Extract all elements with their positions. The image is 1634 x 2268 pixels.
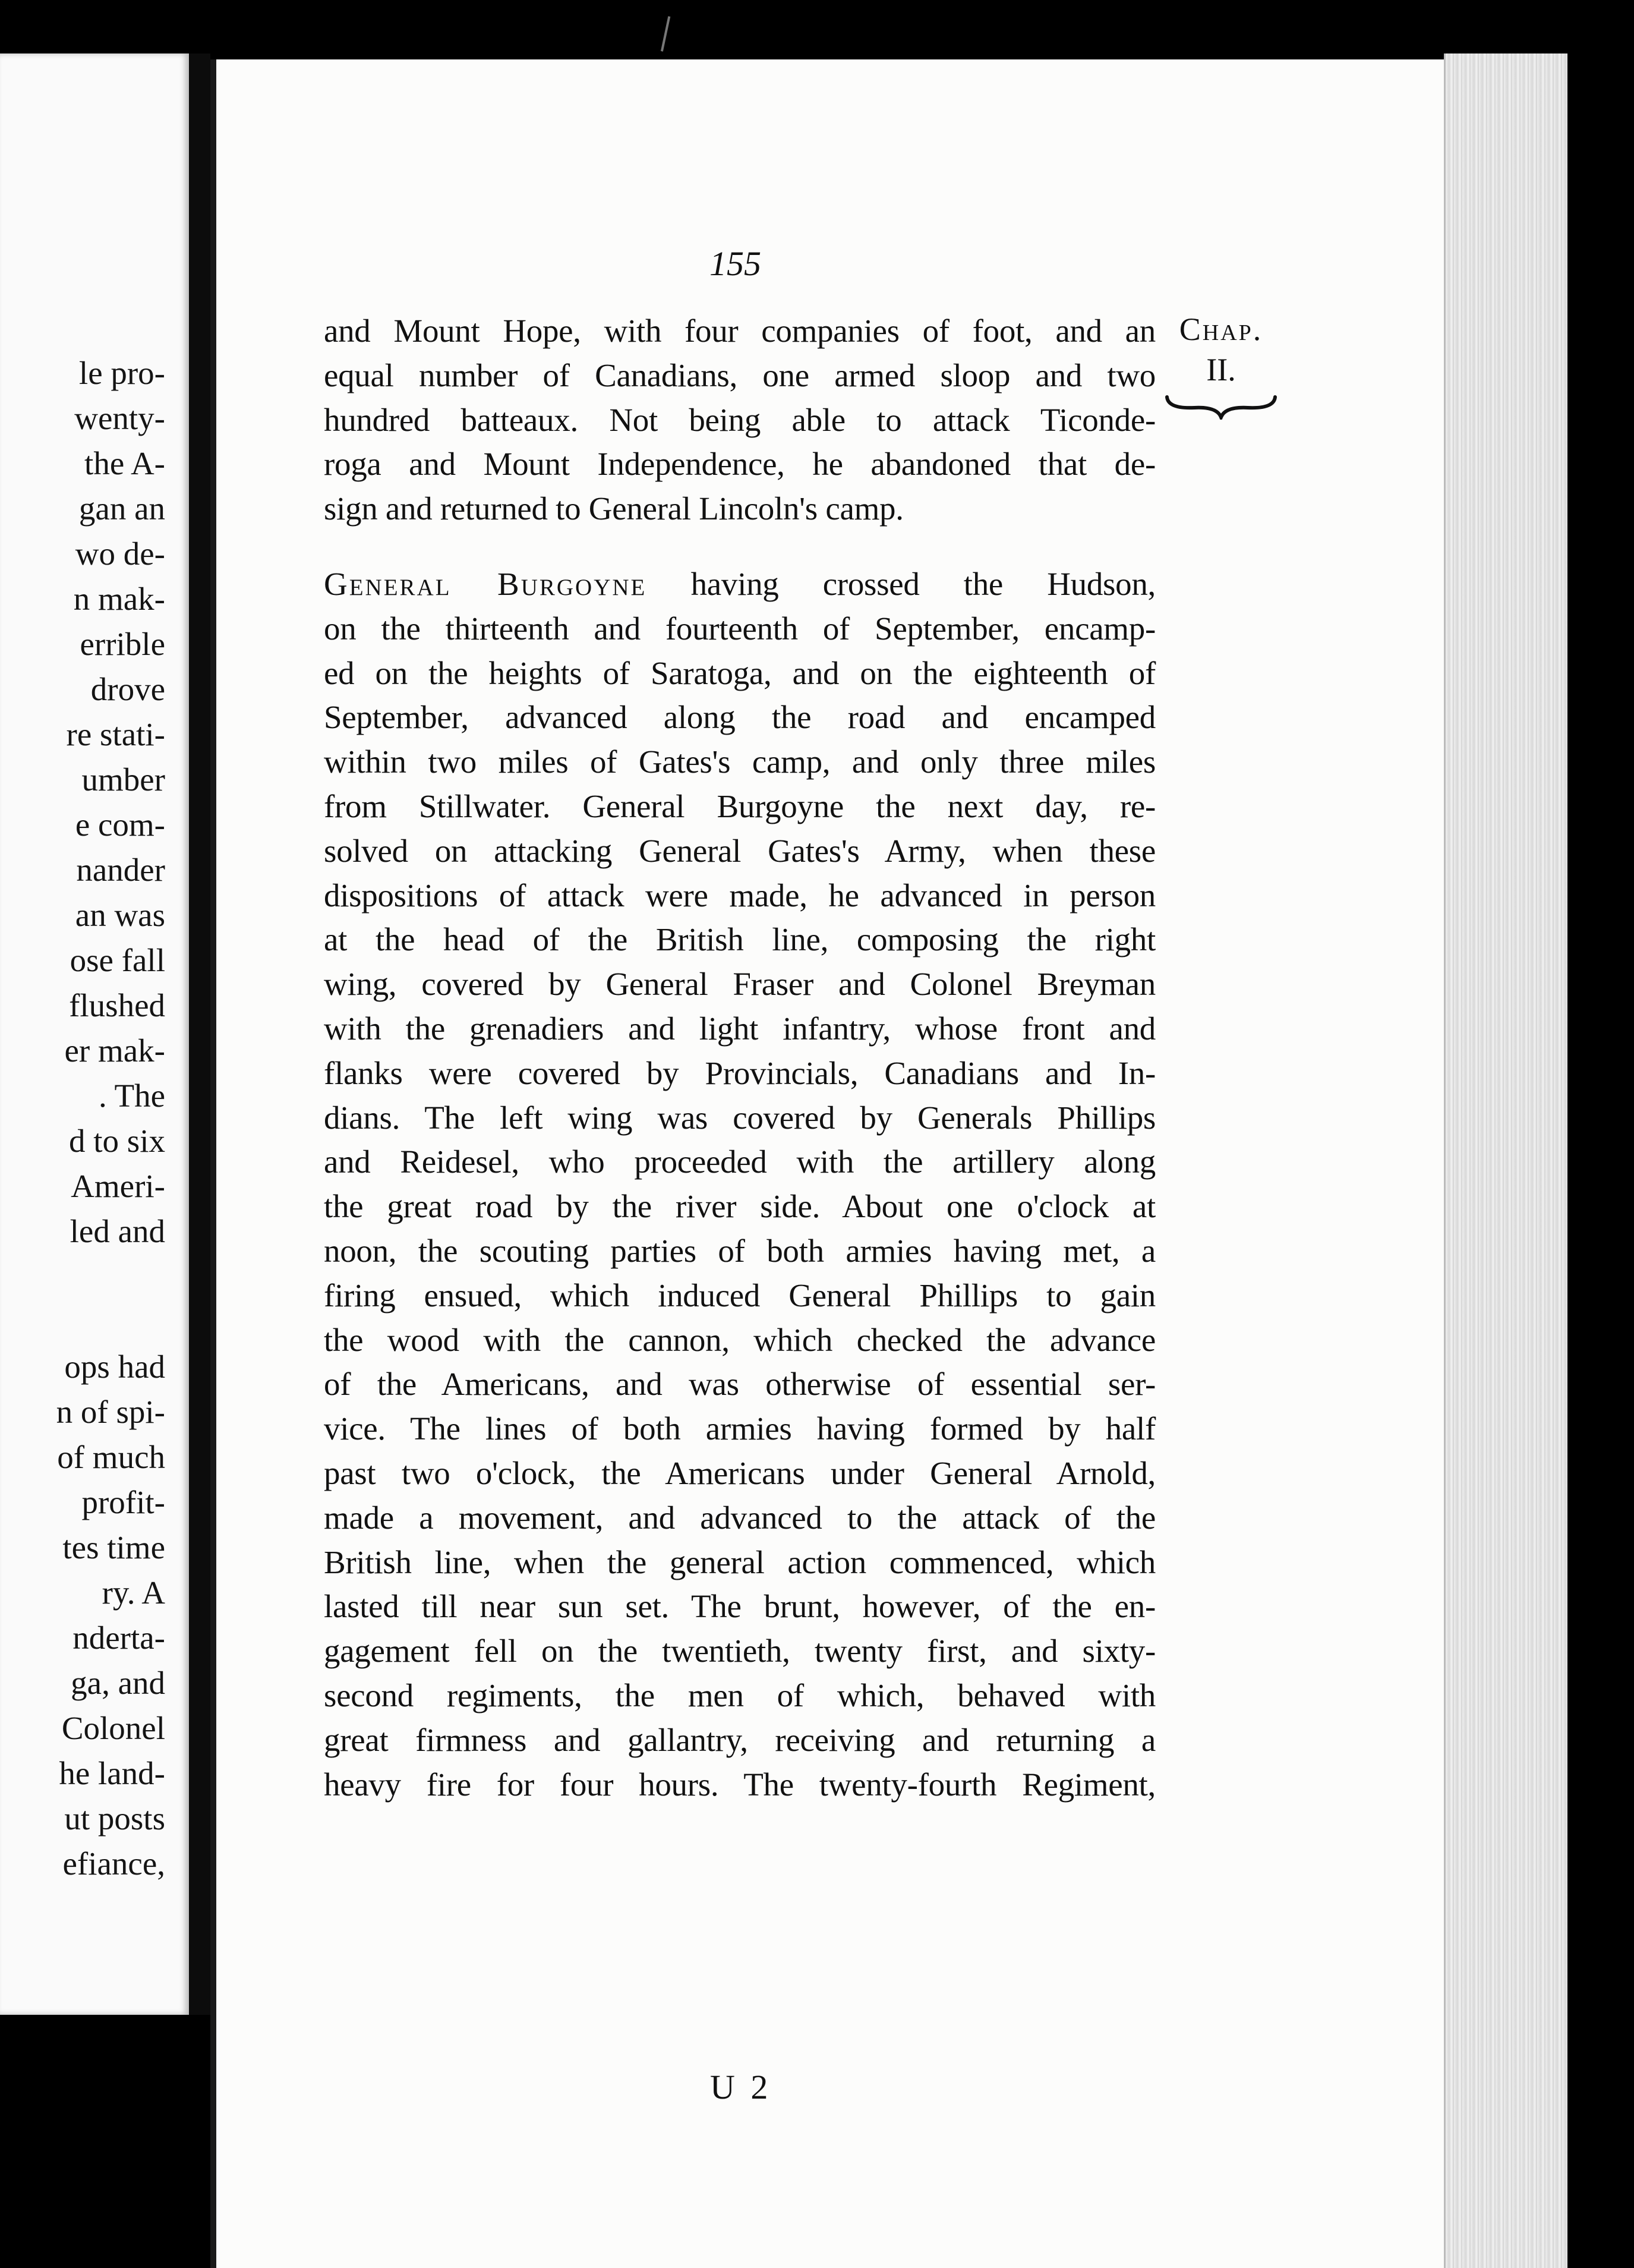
previous-page-line: an was xyxy=(75,897,165,933)
text-line: noon, the scouting parties of both armies having met, a xyxy=(324,1232,1156,1269)
page-edges xyxy=(1444,53,1567,2268)
text-line: British line, when the general action commenced, which xyxy=(324,1544,1156,1580)
text-line: second regiments, the men of which, behaved with xyxy=(324,1677,1156,1713)
previous-page-line: d to six xyxy=(69,1123,165,1159)
scan-mark xyxy=(661,16,676,53)
text-line: with the grenadiers and light infantry, whose front and xyxy=(324,1010,1156,1047)
text-line: gagement fell on the twentieth, twenty first, and sixty- xyxy=(324,1633,1156,1670)
text-line: ed on the heights of Saratoga, and on the eighteenth of xyxy=(324,654,1156,691)
name-small-caps: General Burgoyne xyxy=(324,565,647,602)
text-line: the great road by the river side. About one o'clock at xyxy=(324,1188,1156,1225)
previous-page-line: n mak- xyxy=(73,581,165,617)
text-line: firing ensued, which induced General Phillips to gain xyxy=(324,1277,1156,1313)
text-line: wing, covered by General Fraser and Colonel Breyman xyxy=(324,966,1156,1003)
text-line: hundred batteaux. Not being able to attack Ticonde- xyxy=(324,401,1156,438)
previous-page-line: umber xyxy=(81,761,165,798)
text-line: dians. The left wing was covered by Generals Phillips xyxy=(324,1099,1156,1136)
previous-page-line: of much xyxy=(57,1439,165,1475)
signature-mark: U 2 xyxy=(710,2068,772,2106)
previous-page-line: ry. A xyxy=(102,1574,165,1611)
previous-page-line xyxy=(56,1254,165,1299)
text-line: heavy fire for four hours. The twenty-fourth Regiment, xyxy=(324,1766,1156,1803)
previous-page-line: e com- xyxy=(75,807,165,843)
previous-page-line: tes time xyxy=(62,1529,165,1565)
text-line: vice. The lines of both armies having formed by half xyxy=(324,1410,1156,1447)
previous-page-line: . The xyxy=(98,1078,165,1114)
previous-page-line: ut posts xyxy=(64,1800,165,1837)
previous-page-line: efiance, xyxy=(62,1845,165,1882)
previous-page-line: ose fall xyxy=(70,942,165,978)
body-text xyxy=(324,309,1156,1807)
previous-page-line: the A- xyxy=(84,445,165,481)
text-line: dispositions of attack were made, he advanced in person xyxy=(324,877,1156,914)
text-line: flanks were covered by Provincials, Canadians and In- xyxy=(324,1054,1156,1091)
text-line: the wood with the cannon, which checked the advance xyxy=(324,1321,1156,1358)
previous-page-line: n of spi- xyxy=(56,1394,165,1430)
text-line: past two o'clock, the Americans under General Arnold, xyxy=(324,1454,1156,1491)
previous-page-line: he land- xyxy=(59,1755,165,1791)
text-line: great firmness and gallantry, receiving and returning a xyxy=(324,1721,1156,1758)
chapter-number: II. xyxy=(1206,352,1236,388)
previous-page-line: wenty- xyxy=(74,400,165,436)
brace-ornament xyxy=(1165,393,1277,420)
paragraph-2 xyxy=(324,562,1156,1807)
previous-page-line: Colonel xyxy=(61,1710,165,1746)
text-line: September, advanced along the road and encamped xyxy=(324,699,1156,736)
text-line: from Stillwater. General Burgoyne the next day, re- xyxy=(324,788,1156,824)
previous-page-line: er mak- xyxy=(64,1032,165,1069)
previous-page-line xyxy=(56,1299,165,1344)
previous-page-line: ops had xyxy=(64,1349,165,1385)
text-line: at the head of the British line, composing the right xyxy=(324,921,1156,958)
previous-page-line: le pro- xyxy=(78,355,165,391)
text-line: roga and Mount Independence, he abandoned that de- xyxy=(324,446,1156,483)
previous-page-line: errible xyxy=(80,626,165,662)
previous-page-line: wo de- xyxy=(75,536,165,572)
previous-page-line: drove xyxy=(90,671,165,707)
previous-page-line: ga, and xyxy=(71,1665,165,1701)
previous-page-text xyxy=(56,351,165,1886)
chapter-label: Chap. xyxy=(1179,311,1263,347)
previous-page-line: Ameri- xyxy=(71,1168,165,1204)
text-line-rest: having crossed the Hudson, xyxy=(690,565,1156,602)
text-line: on the thirteenth and fourteenth of September, encamp- xyxy=(324,610,1156,647)
previous-page-line: nderta- xyxy=(72,1620,165,1656)
chapter-marginal-heading xyxy=(1162,309,1280,420)
text-line: of the Americans, and was otherwise of essential ser- xyxy=(324,1366,1156,1403)
text-line: and Mount Hope, with four companies of foot, and an xyxy=(324,313,1156,349)
text-line: lasted till near sun set. The brunt, however, of the en- xyxy=(324,1588,1156,1625)
previous-page-line: led and xyxy=(70,1213,165,1249)
text-line: solved on attacking General Gates's Army, when these xyxy=(324,832,1156,869)
book-gutter xyxy=(189,53,210,2015)
page-number: 155 xyxy=(709,244,761,283)
previous-page-line: re stati- xyxy=(66,716,165,752)
previous-page xyxy=(0,53,189,2015)
text-line xyxy=(324,562,1156,607)
text-line: made a movement, and advanced to the attack of the xyxy=(324,1499,1156,1536)
previous-page-line: flushed xyxy=(69,987,165,1023)
text-line: within two miles of Gates's camp, and only three miles xyxy=(324,744,1156,780)
paragraph-1 xyxy=(324,309,1156,531)
previous-page-line: gan an xyxy=(78,490,165,527)
previous-page-line: profit- xyxy=(81,1484,165,1520)
text-line: equal number of Canadians, one armed sloop and two xyxy=(324,357,1156,393)
text-line: sign and returned to General Lincoln's camp. xyxy=(324,490,904,527)
previous-page-line: nander xyxy=(76,852,165,888)
text-line: and Reidesel, who proceeded with the artillery along xyxy=(324,1144,1156,1180)
